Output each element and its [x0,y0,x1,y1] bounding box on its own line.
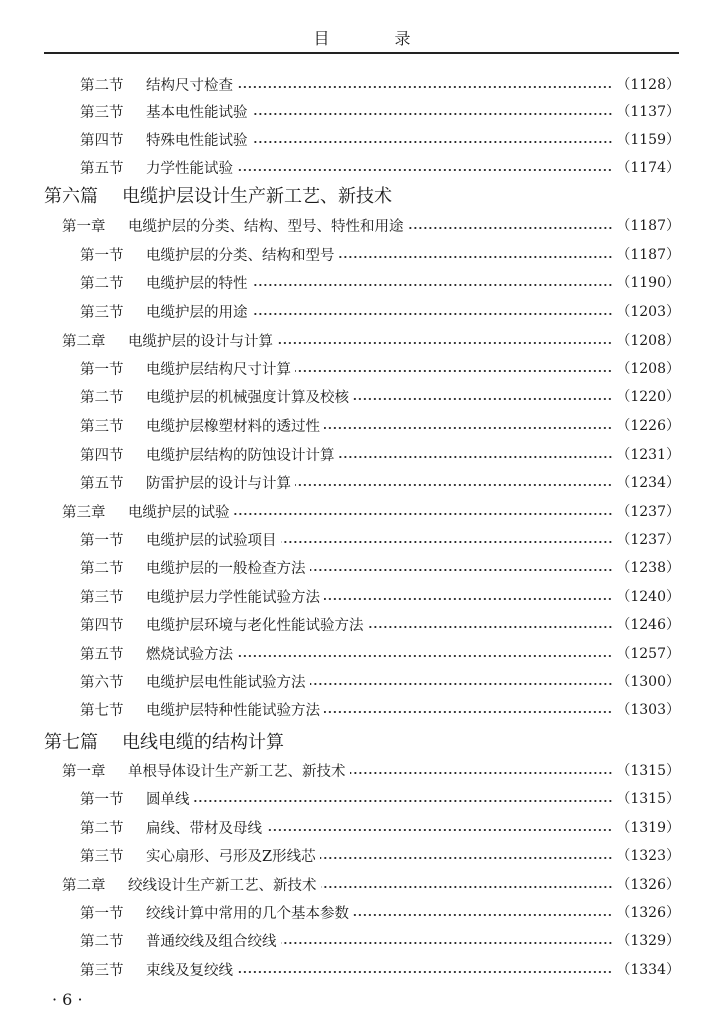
entry-title: 燃烧试验方法 [146,646,233,663]
entry-number: 第二节 [80,560,124,577]
entry-title: 束线及复绞线 [146,962,233,979]
entry-page-number: （1208） [616,333,680,349]
entry-title: 防雷护层的设计与计算 [146,475,291,492]
entry-number: 第二章 [62,333,106,350]
entry-title: 普通绞线及组合绞线 [146,933,277,950]
toc-section-entry[interactable] [0,270,680,294]
toc-part-entry[interactable] [0,729,680,753]
toc-section-entry[interactable] [0,697,680,721]
entry-number: 第三节 [80,418,124,435]
toc-section-entry[interactable] [0,612,680,636]
entry-number: 第二章 [62,877,106,894]
toc-part-entry[interactable] [0,183,680,207]
entry-title: 实心扇形、弓形及Z形线芯 [146,848,316,865]
dot-leader [310,568,613,572]
dot-leader [368,625,613,629]
entry-title: 电缆护层设计生产新工艺、新技术 [122,186,392,207]
entry-number: 第六节 [80,674,124,691]
entry-page-number: （1187） [616,247,680,263]
entry-page-number: （1190） [616,275,680,291]
entry-page-number: （1334） [616,962,680,978]
toc-section-entry[interactable] [0,299,680,323]
entry-page-number: （1329） [616,933,680,949]
dot-leader [266,828,612,832]
dot-leader [194,799,613,803]
entry-page-number: （1237） [616,532,680,548]
entry-page-number: （1319） [616,820,680,836]
entry-title: 电缆护层特种性能试验方法 [146,702,320,719]
toc-section-entry[interactable] [0,127,680,151]
dot-leader [324,426,612,430]
entry-title: 电缆护层力学性能试验方法 [146,589,320,606]
entry-number: 第三节 [80,304,124,321]
toc-section-entry[interactable] [0,155,680,179]
entry-title: 电缆护层的机械强度计算及校核 [146,389,349,406]
dot-leader [252,140,613,144]
entry-page-number: （1315） [616,763,680,779]
dot-leader [237,168,612,172]
toc-chapter-entry[interactable] [0,499,680,523]
entry-title: 基本电性能试验 [146,104,248,121]
dot-leader [237,85,612,89]
entry-number: 第一节 [80,791,124,808]
entry-title: 电缆护层的特性 [146,275,248,292]
dot-leader [277,341,612,345]
entry-title: 电缆护层结构尺寸计算 [146,361,291,378]
entry-page-number: （1128） [616,77,680,93]
entry-title: 电缆护层电性能试验方法 [146,674,306,691]
entry-number: 第一节 [80,532,124,549]
entry-page-number: （1300） [616,674,680,690]
entry-page-number: （1187） [616,218,680,234]
entry-page-number: （1234） [616,475,680,491]
dot-leader [408,226,613,230]
entry-number: 第三节 [80,589,124,606]
entry-number: 第五节 [80,646,124,663]
entry-page-number: （1257） [616,646,680,662]
dot-leader [350,771,613,775]
entry-number: 第五节 [80,475,124,492]
toc-section-entry[interactable] [0,413,680,437]
toc-chapter-entry[interactable] [0,872,680,896]
entry-title: 电缆护层环境与老化性能试验方法 [146,617,364,634]
entry-page-number: （1220） [616,389,680,405]
dot-leader [252,112,613,116]
toc-section-entry[interactable] [0,99,680,123]
entry-page-number: （1137） [616,104,680,120]
entry-number: 第七节 [80,702,124,719]
entry-title: 单根导体设计生产新工艺、新技术 [128,763,346,780]
page-header-title: 目 录 [313,29,441,48]
entry-title: 电缆护层的分类、结构和型号 [146,247,335,264]
toc-section-entry[interactable] [0,470,680,494]
toc-chapter-entry[interactable] [0,328,680,352]
toc-section-entry[interactable] [0,72,680,96]
entry-title: 力学性能试验 [146,160,233,177]
entry-page-number: （1303） [616,702,680,718]
entry-number: 第三节 [80,962,124,979]
entry-page-number: （1315） [616,791,680,807]
entry-page-number: （1238） [616,560,680,576]
dot-leader [320,856,613,860]
entry-title: 电缆护层的一般检查方法 [146,560,306,577]
toc-chapter-entry[interactable] [0,758,680,782]
entry-number: 第四节 [80,447,124,464]
entry-page-number: （1231） [616,447,680,463]
entry-page-number: （1240） [616,589,680,605]
entry-title: 圆单线 [146,791,190,808]
dot-leader [324,597,612,601]
dot-leader [321,885,613,889]
toc-section-entry[interactable] [0,584,680,608]
toc-section-entry[interactable] [0,527,680,551]
dot-leader [295,369,612,373]
entry-number: 第一章 [62,218,106,235]
header-rule [44,52,679,54]
entry-title: 电缆护层的设计与计算 [128,333,273,350]
dot-leader [310,682,613,686]
entry-number: 第二节 [80,275,124,292]
dot-leader [234,512,613,516]
page-number: · 6 · [52,990,83,1009]
dot-leader [339,455,613,459]
entry-title: 电缆护层橡塑材料的透过性 [146,418,320,435]
entry-number: 第二节 [80,389,124,406]
toc-section-entry[interactable] [0,786,680,810]
toc-section-entry[interactable] [0,669,680,693]
entry-number: 第一节 [80,361,124,378]
toc-section-entry[interactable] [0,442,680,466]
entry-number: 第二节 [80,933,124,950]
entry-number: 第一章 [62,763,106,780]
entry-number: 第五节 [80,160,124,177]
entry-number: 第二节 [80,77,124,94]
entry-page-number: （1246） [616,617,680,633]
dot-leader [324,710,612,714]
entry-number: 第三章 [62,504,106,521]
entry-page-number: （1203） [616,304,680,320]
dot-leader [237,970,612,974]
dot-leader [353,397,612,401]
toc-section-entry[interactable] [0,900,680,924]
toc-section-entry[interactable] [0,242,680,266]
dot-leader [339,255,613,259]
entry-title: 电缆护层的分类、结构、型号、特性和用途 [128,218,404,235]
entry-page-number: （1323） [616,848,680,864]
entry-title: 绞线设计生产新工艺、新技术 [128,877,317,894]
entry-page-number: （1326） [616,877,680,893]
dot-leader [252,312,613,316]
dot-leader [281,540,613,544]
dot-leader [295,483,612,487]
dot-leader [353,913,612,917]
entry-title: 电缆护层的用途 [146,304,248,321]
entry-number: 第四节 [80,617,124,634]
entry-number: 第一节 [80,247,124,264]
entry-title: 绞线计算中常用的几个基本参数 [146,905,349,922]
dot-leader [281,941,613,945]
entry-title: 电线电缆的结构计算 [122,732,284,753]
entry-number: 第一节 [80,905,124,922]
entry-page-number: （1174） [616,160,680,176]
entry-number: 第二节 [80,820,124,837]
toc-chapter-entry[interactable] [0,213,680,237]
entry-number: 第三节 [80,848,124,865]
entry-number: 第四节 [80,132,124,149]
entry-page-number: （1208） [616,361,680,377]
entry-title: 特殊电性能试验 [146,132,248,149]
entry-title: 电缆护层的试验项目 [146,532,277,549]
entry-page-number: （1326） [616,905,680,921]
entry-title: 电缆护层结构的防蚀设计计算 [146,447,335,464]
toc-section-entry[interactable] [0,641,680,665]
entry-page-number: （1237） [616,504,680,520]
entry-number: 第六篇 [44,186,98,207]
toc-section-entry[interactable] [0,843,680,867]
entry-title: 电缆护层的试验 [128,504,230,521]
entry-number: 第七篇 [44,732,98,753]
entry-page-number: （1226） [616,418,680,434]
toc-section-entry[interactable] [0,384,680,408]
toc-section-entry[interactable] [0,815,680,839]
entry-number: 第三节 [80,104,124,121]
entry-page-number: （1159） [616,132,680,148]
toc-section-entry[interactable] [0,928,680,952]
dot-leader [252,283,613,287]
toc-section-entry[interactable] [0,356,680,380]
entry-title: 结构尺寸检查 [146,77,233,94]
toc-section-entry[interactable] [0,957,680,981]
dot-leader [237,654,612,658]
toc-section-entry[interactable] [0,555,680,579]
entry-title: 扁线、带材及母线 [146,820,262,837]
